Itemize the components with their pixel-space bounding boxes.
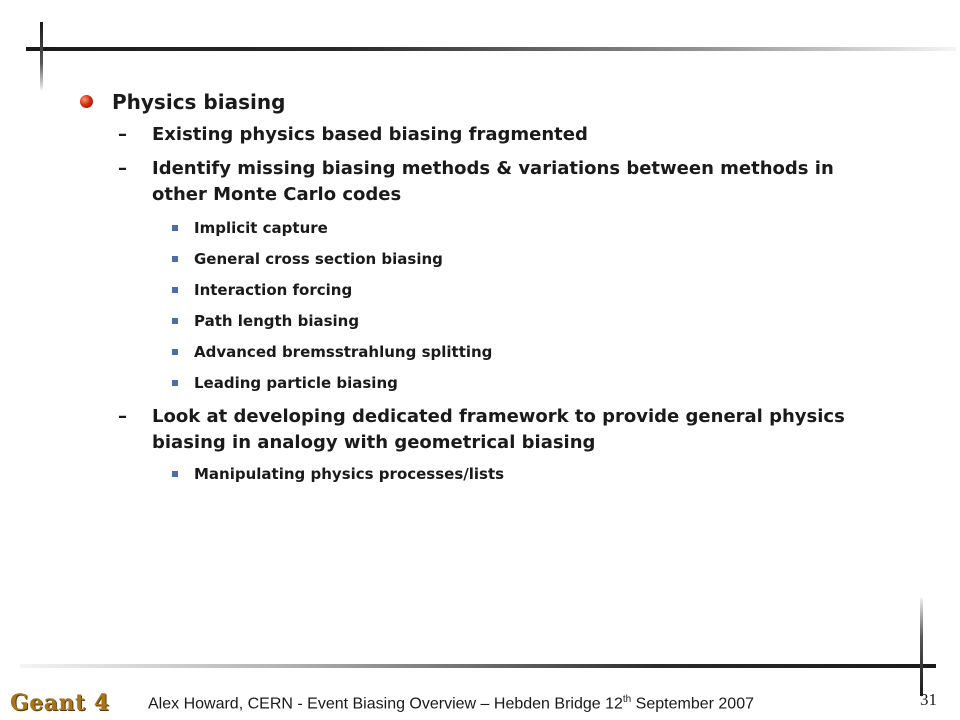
page-number: 31 (920, 690, 937, 709)
bullet-text: General cross section biasing (194, 250, 443, 268)
bullet-level3 (76, 249, 876, 269)
bullet-level3 (76, 373, 876, 393)
bullet-level3 (76, 280, 876, 300)
bullet-level3 (76, 342, 876, 362)
square-bullet-icon (172, 318, 178, 324)
bullet-level3 (76, 464, 876, 484)
bottom-rule (20, 664, 936, 668)
top-rule (26, 47, 956, 51)
bullet-text: Look at developing dedicated framework to provide general physics biasing in analogy with geometrical biasing (152, 406, 845, 453)
bullet-level1 (76, 88, 876, 116)
geant4-logo: Geant 4 (10, 690, 110, 716)
footer-superscript: th (622, 694, 632, 705)
square-bullet-icon (172, 471, 178, 477)
bullet-text: Existing physics based biasing fragmented (152, 124, 588, 145)
square-bullet-icon (172, 287, 178, 293)
square-bullet-icon (172, 256, 178, 262)
bullet-text: Identify missing biasing methods & variations between methods in other Monte Carlo codes (152, 158, 834, 205)
footer-suffix: September 2007 (631, 695, 754, 713)
dash-bullet-icon: – (118, 406, 127, 427)
bullet-text: Leading particle biasing (194, 374, 398, 392)
red-ball-bullet-icon (80, 95, 93, 108)
square-bullet-icon (172, 380, 178, 386)
footer-prefix: Alex Howard, CERN - Event Biasing Overview – Hebden Bridge 12 (148, 695, 623, 713)
top-left-vertical-rule (40, 22, 43, 90)
dash-bullet-icon: – (118, 158, 127, 179)
bottom-right-vertical-rule (920, 598, 923, 696)
bullet-level2 (76, 404, 876, 456)
dash-bullet-icon: – (118, 124, 127, 145)
bullet-text: Implicit capture (194, 219, 328, 237)
sub-bullet-list (76, 218, 876, 393)
heading-text: Physics biasing (112, 90, 286, 114)
bullet-text: Path length biasing (194, 312, 360, 330)
slide-content (76, 88, 876, 495)
square-bullet-icon (172, 349, 178, 355)
bullet-level3 (76, 311, 876, 331)
bullet-level2 (76, 122, 876, 148)
bullet-level2 (76, 156, 876, 208)
bullet-text: Manipulating physics processes/lists (194, 465, 505, 483)
bullet-text: Advanced bremsstrahlung splitting (194, 343, 493, 361)
footer-text (148, 694, 754, 713)
bullet-level3 (76, 218, 876, 238)
bullet-text: Interaction forcing (194, 281, 353, 299)
square-bullet-icon (172, 225, 178, 231)
